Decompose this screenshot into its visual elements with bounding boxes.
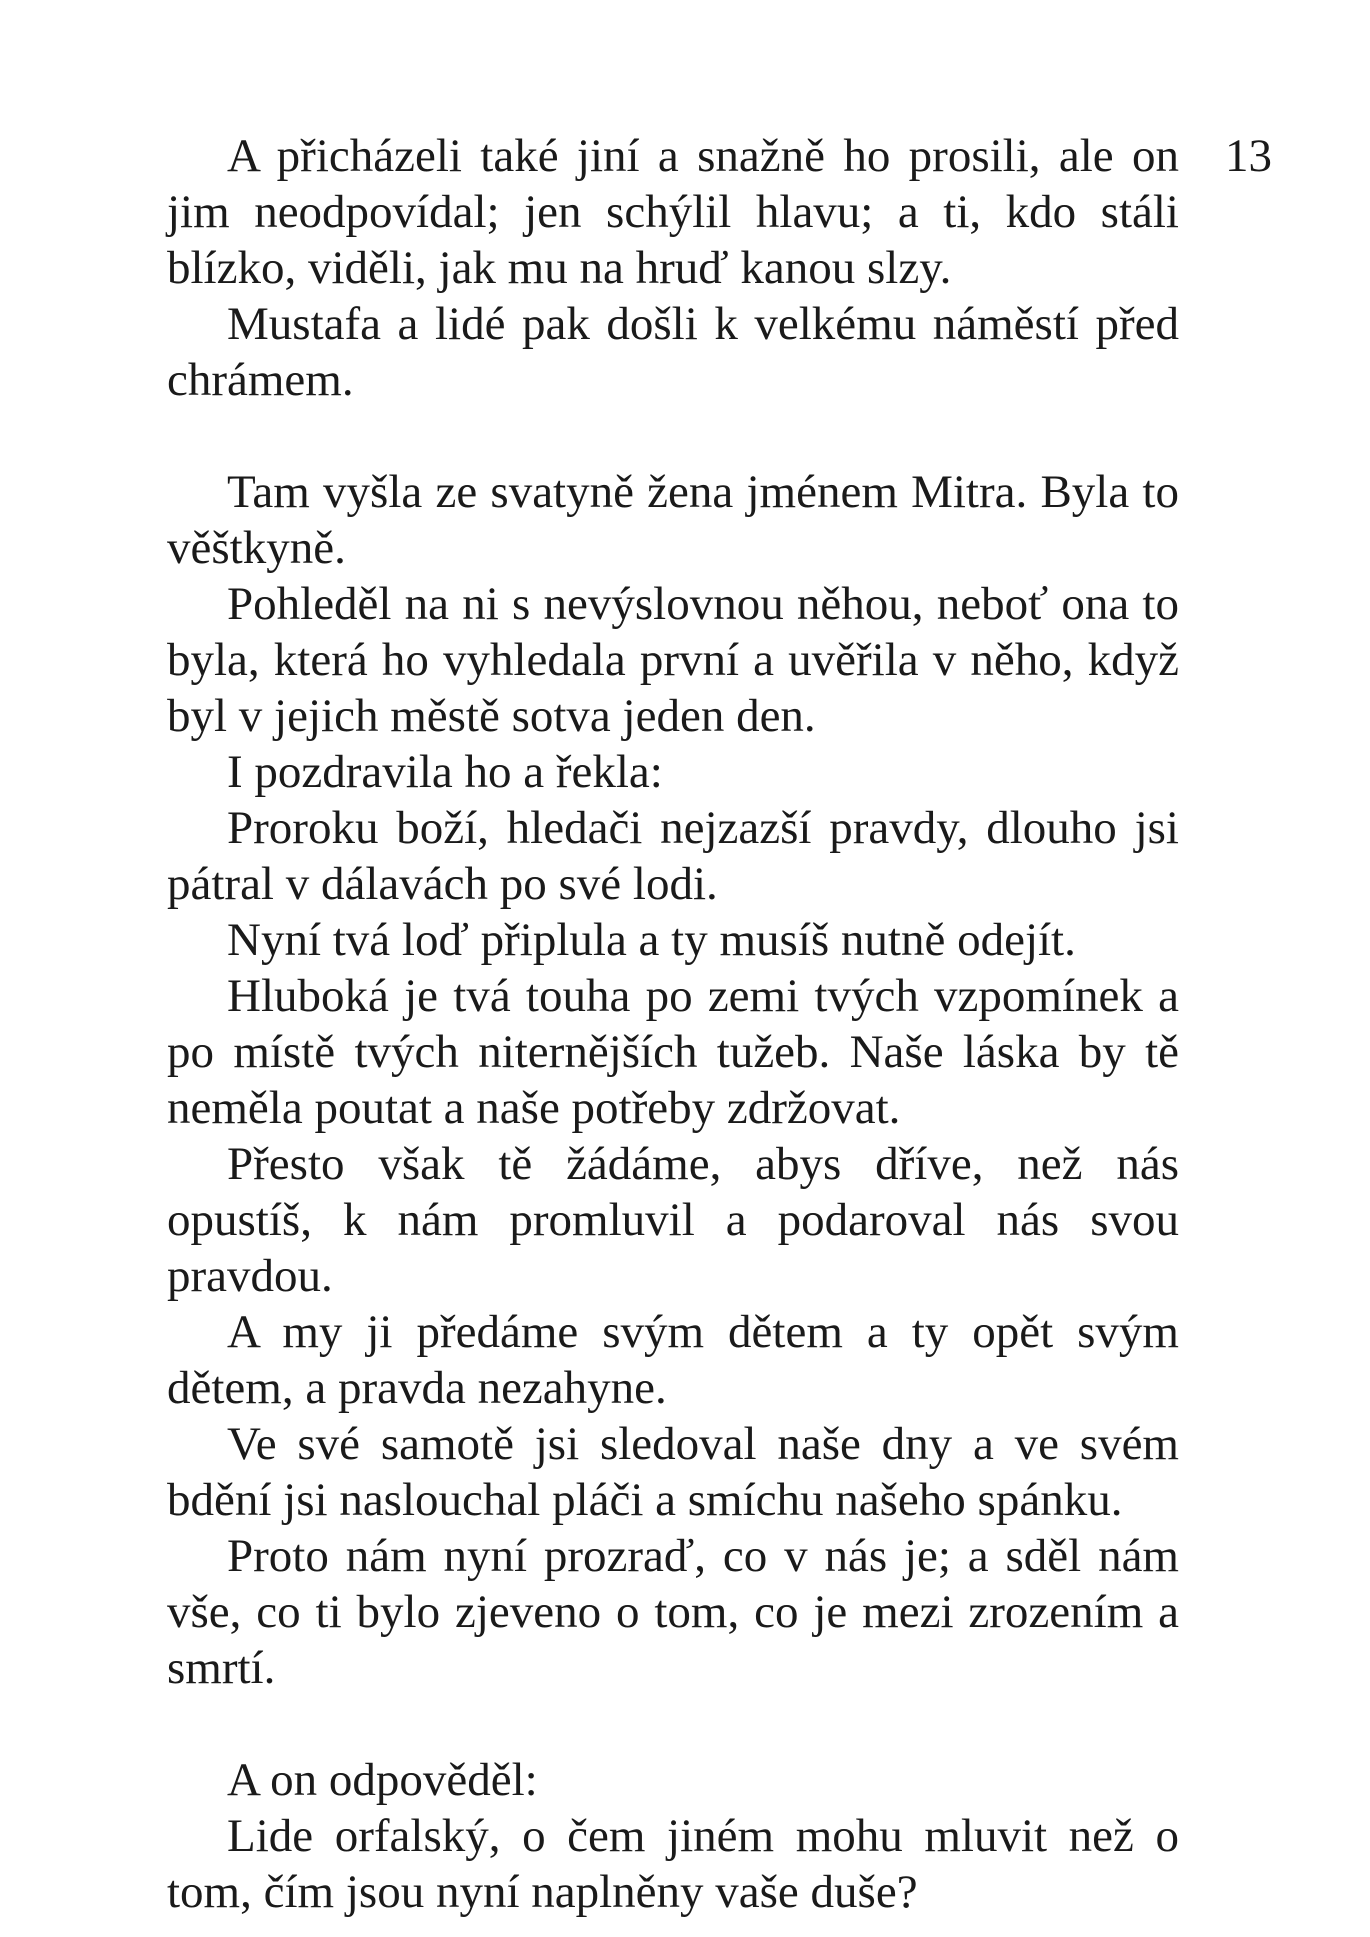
- paragraph: Ve své samotě jsi sledoval naše dny a ve svém bdění jsi naslouchal pláči a smíchu našeho spánku.: [167, 1418, 1179, 1526]
- section-break: [167, 408, 1179, 464]
- paragraph: Proto nám nyní prozraď, co v nás je; a sděl nám vše, co ti bylo zjeveno o tom, co je mezi zrozením a smrtí.: [167, 1530, 1179, 1694]
- paragraph: A přicházeli také jiní a snažně ho prosili, ale on jim neodpovídal; jen schýlil hlavu; a ti, kdo stáli blízko, viděli, jak mu na hruď kanou slzy.: [167, 130, 1179, 294]
- paragraph: Proroku boží, hledači nejzazší pravdy, dlouho jsi pátral v dálavách po své lodi.: [167, 802, 1179, 910]
- paragraph: Hluboká je tvá touha po zemi tvých vzpomínek a po místě tvých niternějších tužeb. Naše láska by tě neměla poutat a naše potřeby zdržovat.: [167, 970, 1179, 1134]
- section-break: [167, 1696, 1179, 1752]
- paragraph: Lide orfalský, o čem jiném mohu mluvit než o tom, čím jsou nyní naplněny vaše duše?: [167, 1810, 1179, 1918]
- paragraph: Nyní tvá loď připlula a ty musíš nutně odejít.: [227, 914, 1076, 966]
- page-number: 13: [1225, 130, 1272, 182]
- paragraph: I pozdravila ho a řekla:: [227, 746, 663, 798]
- paragraph: Mustafa a lidé pak došli k velkému náměstí před chrámem.: [167, 298, 1179, 406]
- paragraph: Pohleděl na ni s nevýslovnou něhou, neboť ona to byla, která ho vyhledala první a uvěřila v něho, když byl v jejich městě sotva jeden den.: [167, 578, 1179, 742]
- paragraph: A my ji předáme svým dětem a ty opět svým dětem, a pravda nezahyne.: [167, 1306, 1179, 1414]
- paragraph: Přesto však tě žádáme, abys dříve, než nás opustíš, k nám promluvil a podaroval nás svou pravdou.: [167, 1138, 1179, 1302]
- body-text: [167, 128, 1179, 1920]
- paragraph: A on odpověděl:: [227, 1754, 538, 1806]
- paragraph: Tam vyšla ze svatyně žena jménem Mitra. Byla to věštkyně.: [167, 466, 1179, 574]
